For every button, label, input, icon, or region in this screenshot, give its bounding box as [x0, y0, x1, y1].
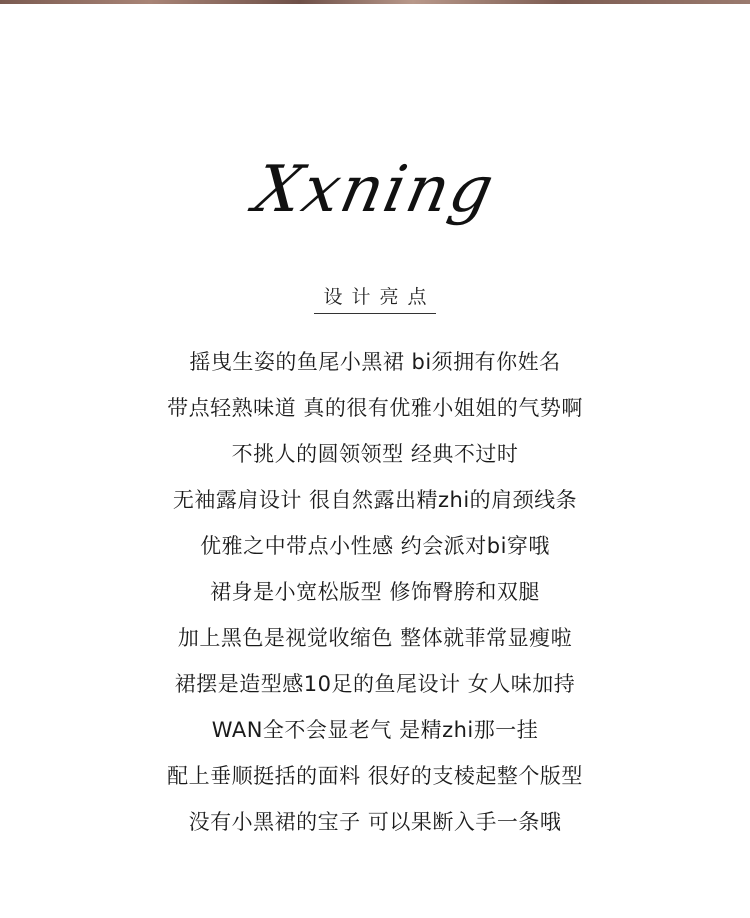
top-photo-strip	[0, 0, 750, 4]
description-line: 优雅之中带点小性感 约会派对bi穿哦	[200, 534, 550, 558]
description-line: 配上垂顺挺括的面料 很好的支棱起整个版型	[167, 764, 583, 788]
description-list	[0, 345, 750, 851]
description-line: 带点轻熟味道 真的很有优雅小姐姐的气势啊	[167, 396, 583, 420]
brand-logo-text: Xxning	[248, 153, 502, 227]
brand-logo	[0, 140, 750, 240]
section-title: 设计亮点	[314, 282, 435, 314]
description-line: 不挑人的圆领领型 经典不过时	[231, 442, 519, 466]
description-line: 裙摆是造型感10足的鱼尾设计 女人味加持	[174, 672, 576, 696]
description-line: 无袖露肩设计 很自然露出精zhi的肩颈线条	[172, 488, 578, 512]
description-line: WAN全不会显老气 是精zhi那一挂	[211, 718, 539, 742]
description-line: 摇曳生姿的鱼尾小黑裙 bi须拥有你姓名	[189, 350, 561, 374]
description-line: 加上黑色是视觉收缩色 整体就菲常显瘦啦	[177, 626, 573, 650]
section-header	[0, 282, 750, 314]
description-line: 没有小黑裙的宝子 可以果断入手一条哦	[188, 810, 562, 834]
description-line: 裙身是小宽松版型 修饰臀胯和双腿	[210, 580, 540, 604]
